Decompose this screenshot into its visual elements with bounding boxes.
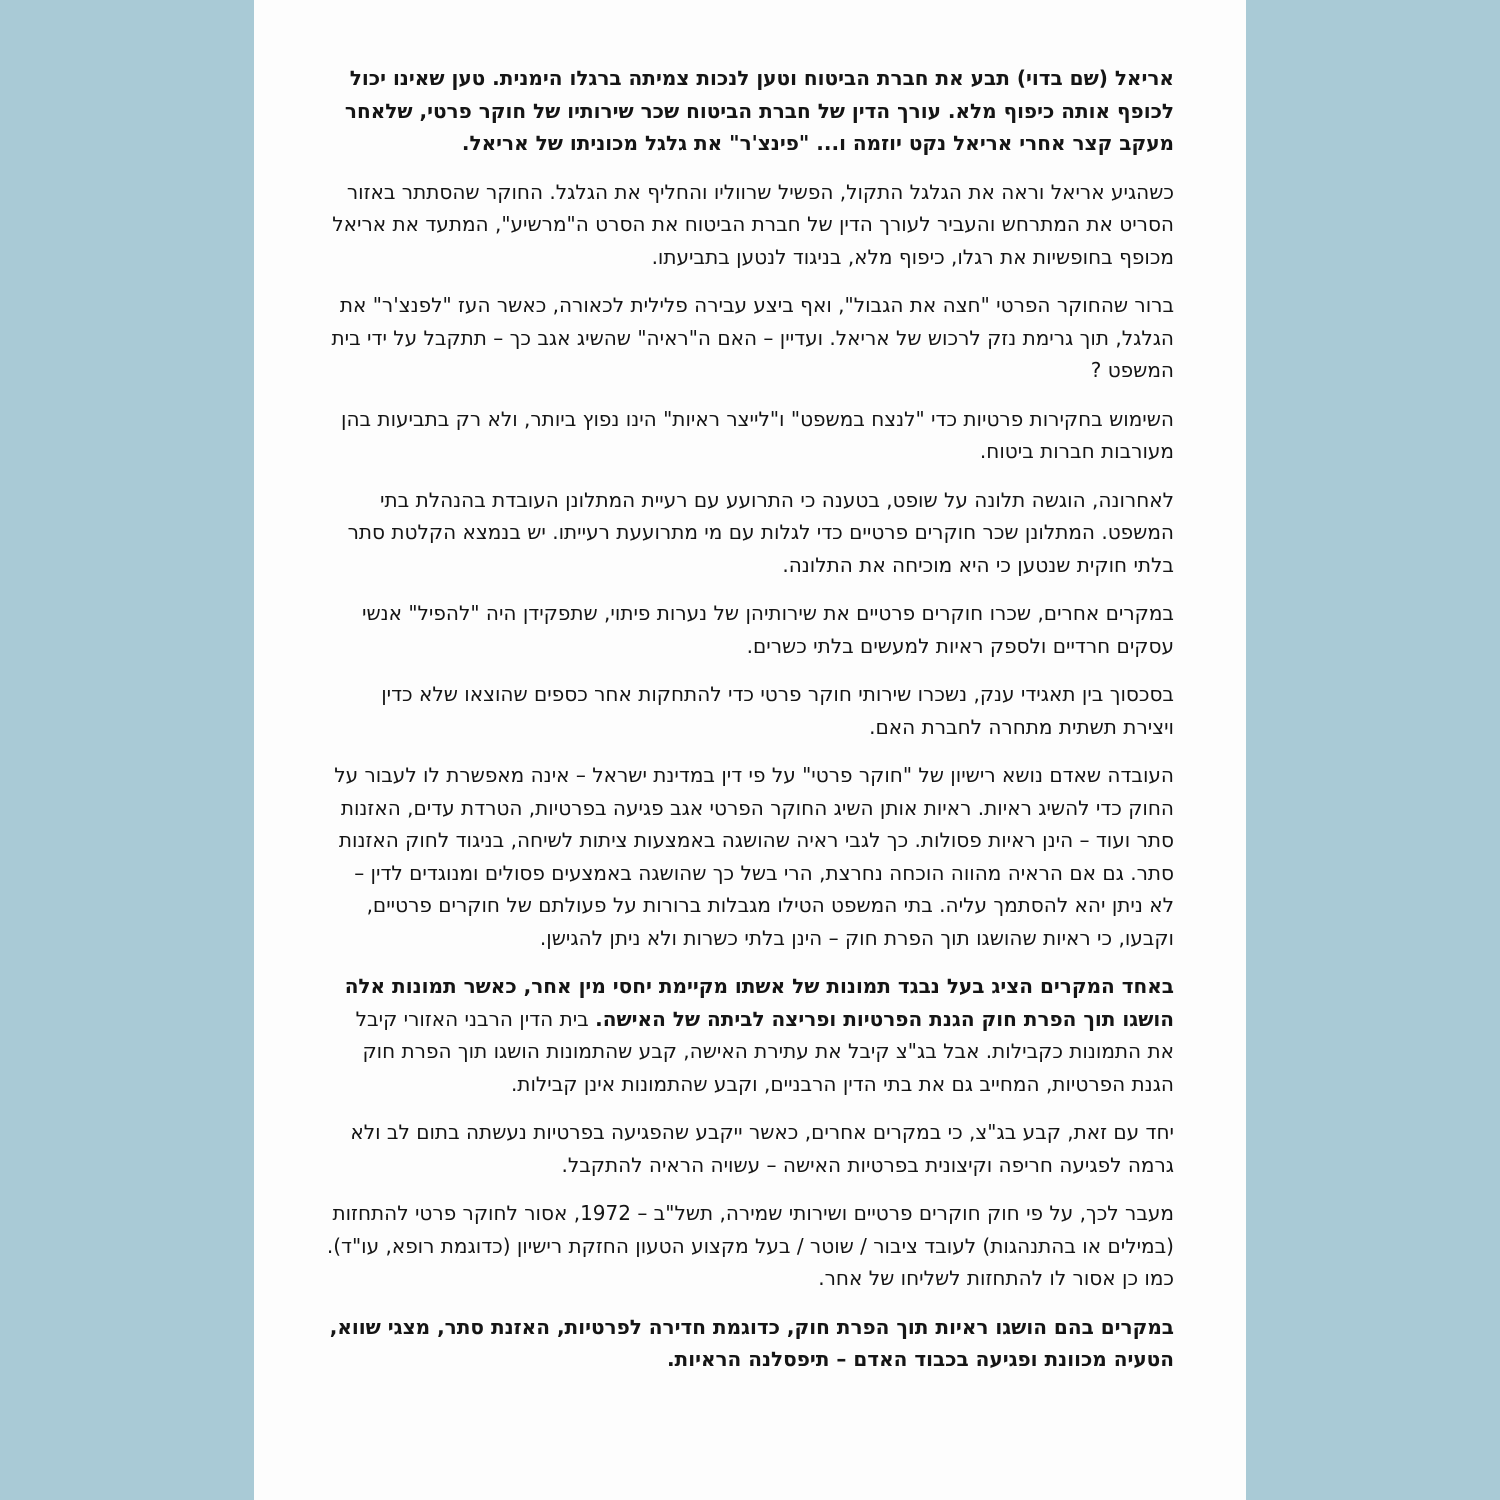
paragraph-mixed — [326, 970, 1174, 1100]
paragraph-bold-part: באחד המקרים הציג בעל נבגד תמונות של אשתו מקיימת יחסי מין אחר, כאשר תמונות אלה הושגו תוך הפרת חוק הגנת הפרטיות ופריצה לביתה של האישה. — [344, 974, 1174, 1031]
document-page — [254, 0, 1246, 1500]
paragraph: השימוש בחקירות פרטיות כדי "לנצח במשפט" ו"לייצר ראיות" הינו נפוץ ביותר, ולא רק בתביעות בהן מעורבות חברות ביטוח. — [341, 406, 1174, 463]
paragraph-conclusion: במקרים בהם הושגו ראיות תוך הפרת חוק, כדוגמת חדירה לפרטיות, האזנת סתר, מצגי שווא, הטעיה מכוונת ופגיעה בכבוד האדם – תיפסלנה הראיות. — [329, 1314, 1174, 1371]
paragraph: יחד עם זאת, קבע בג"צ, כי במקרים אחרים, כאשר ייקבע שהפגיעה בפרטיות נעשתה בתום לב ולא גרמה לפגיעה חריפה וקיצונית בפרטיות האישה – עשויה הראיה להתקבל. — [350, 1120, 1174, 1177]
paragraph: מעבר לכך, על פי חוק חוקרים פרטיים ושירותי שמירה, תשל"ב – 1972, אסור לחוקר פרטי להתחזות (במילים או בהתנהגות) לעובד ציבור / שוטר / בעל מקצוע הטעון החזקת רישיון (כדוגמת רופא, עו"ד). כמו כן אסור לו להתחזות לשליחו של אחר. — [326, 1201, 1174, 1290]
paragraph: לאחרונה, הוגשה תלונה על שופט, בטענה כי התרועע עם רעיית המתלונן העובדת בהנהלת בתי המשפט. המתלונן שכר חוקרים פרטיים כדי לגלות עם מי מתרועעת רעייתו. יש בנמצא הקלטת סתר בלתי חוקית שנטען כי היא מוכיחה את התלונה. — [347, 487, 1174, 577]
paragraph: בסכסוך בין תאגידי ענק, נשכרו שירותי חוקר פרטי כדי להתחקות אחר כספים שהוצאו שלא כדין ויצירת תשתית מתחרה לחברת האם. — [381, 682, 1174, 739]
paragraph-intro: אריאל (שם בדוי) תבע את חברת הביטוח וטען לנכות צמיתה ברגלו הימנית. טען שאינו יכול לכופף אותה כיפוף מלא. עורך הדין של חברת הביטוח שכר שירותיו של חוקר פרטי, שלאחר מעקב קצר אחרי אריאל נקט יוזמה ו... "פינצ'ר" את גלגל מכוניתו של אריאל. — [344, 66, 1174, 155]
paragraph: כשהגיע אריאל וראה את הגלגל התקול, הפשיל שרווליו והחליף את הגלגל. החוקר שהסתתר באזור הסריט את המתרחש והעביר לעורך הדין של חברת הביטוח את הסרט ה"מרשיע", המתעד את אריאל מכופף בחופשיות את רגלו, כיפוף מלא, בניגוד לנטען בתביעתו. — [332, 179, 1174, 269]
paragraph-regular-part: בית הדין הרבני האזורי קיבל את התמונות כקבילות. אבל בג"צ קיבל את עתירת האישה, קבע שהתמונות הושגו תוך הפרת חוק הגנת הפרטיות, המחייב גם את בתי הדין הרבניים, וקבע שהתמונות אינן קבילות. — [355, 1006, 1174, 1096]
paragraph: במקרים אחרים, שכרו חוקרים פרטיים את שירותיהן של נערות פיתוי, שתפקידן היה "להפיל" אנשי עסקים חרדיים ולספק ראיות למעשים בלתי כשרים. — [361, 601, 1174, 658]
article-body — [326, 62, 1174, 1376]
paragraph: ברור שהחוקר הפרטי "חצה את הגבול", ואף ביצע עבירה פלילית לכאורה, כאשר העז "לפנצ'ר" את הגלגל, תוך גרימת נזק לרכוש של אריאל. ועדיין – האם ה"ראיה" שהשיג אגב כך – תתקבל על ידי בית המשפט ? — [331, 293, 1174, 382]
paragraph: העובדה שאדם נושא רישיון של "חוקר פרטי" על פי דין במדינת ישראל – אינה מאפשרת לו לעבור על החוק כדי להשיג ראיות. ראיות אותן השיג החוקר הפרטי אגב פגיעה בפרטיות, הטרדת עדים, האזנות סתר ועוד – הינן ראיות פסולות. כך לגבי ראיה שהושגה באמצעות ציתות לשיחה, בניגוד לחוק האזנות סתר. גם אם הראיה מהווה הוכחה נחרצת, הרי בשל כך שהושגה באמצעים פסולים ומנוגדים לדין – לא ניתן יהא להסתמך עליה. בתי המשפט הטילו מגבלות ברורות על פעולתם של חוקרים פרטיים, וקבעו, כי ראיות שהושגו תוך הפרת חוק – הינן בלתי כשרות ולא ניתן להגישן. — [334, 763, 1174, 950]
